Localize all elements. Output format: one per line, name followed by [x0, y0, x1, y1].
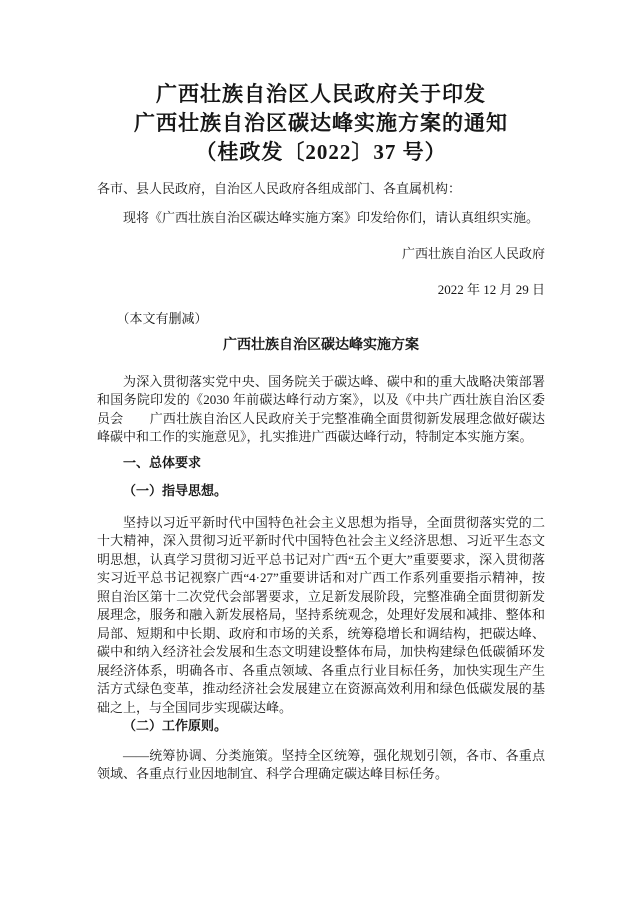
section-heading-overall-requirements: 一、总体要求 — [123, 454, 202, 470]
subsection-heading-guiding-ideology: （一）指导思想。 — [123, 483, 228, 498]
salutation: 各市、县人民政府，自治区人民政府各组成部门、各直属机构： — [97, 181, 462, 196]
issue-date: 2022 年 12 月 29 日 — [437, 281, 545, 297]
notice-title-line-1: 广西壮族自治区人民政府关于印发 — [156, 82, 486, 106]
guiding-ideology-paragraph: 坚持以习近平新时代中国特色社会主义思想为指导，全面贯彻落实党的二十大精神，深入贯彻习近平新时代中国特色社会主义经济思想、习近平生态文明思想，认真学习贯彻习近平总书记对广西“五个更大”重要要求，深入贯彻落实习近平总书记视察广西“4·27”重要讲话和对广西工作系列重要指示精神，按照自治区第十二次党代会部署要求，立足新发展阶段，完整准确全面贯彻新发展理念，服务和融入新发展格局，坚持系统观念，处理好发展和减排、整体和局部、短期和中长期、政府和市场的关系，统筹稳增长和调结构，把碳达峰、碳中和纳入经济社会发展和生态文明建设整体布局，加快构建绿色低碳循环发展经济体系，明确各市、各重点领域、各重点行业目标任务，加快实现生产生活方式绿色变革，推动经济社会发展建立在资源高效利用和绿色低碳发展的基础之上，与全国同步实现碳达峰。 — [97, 514, 545, 715]
plan-title: 广西壮族自治区碳达峰实施方案 — [223, 337, 419, 353]
subsection-heading-work-principles: （二）工作原则。 — [123, 718, 228, 733]
notice-title-line-2: 广西壮族自治区碳达峰实施方案的通知 — [134, 111, 508, 135]
deletion-note: （本文有删减） — [116, 311, 208, 326]
notice-title — [97, 80, 545, 167]
plan-intro-paragraph: 为深入贯彻落实党中央、国务院关于碳达峰、碳中和的重大战略决策部署和国务院印发的《2030 年前碳达峰行动方案》，以及《中共广西壮族自治区委员会 广西壮族自治区人民政府关于完整准确全面贯彻新发展理念做好碳达峰碳中和工作的实施意见》，扎实推进广西碳达峰行动，特制定本实施方案。 — [97, 373, 545, 444]
notice-body-paragraph: 现将《广西壮族自治区碳达峰实施方案》印发给你们，请认真组织实施。 — [123, 209, 540, 225]
issuer-signature: 广西壮族自治区人民政府 — [401, 246, 545, 261]
notice-title-line-3: （桂政发〔2022〕37 号） — [195, 140, 447, 164]
principle-paragraph-coordination: ——统筹协调、分类施策。坚持全区统筹，强化规划引领，各市、各重点领域、各重点行业因地制宜、科学合理确定碳达峰目标任务。 — [97, 747, 545, 781]
